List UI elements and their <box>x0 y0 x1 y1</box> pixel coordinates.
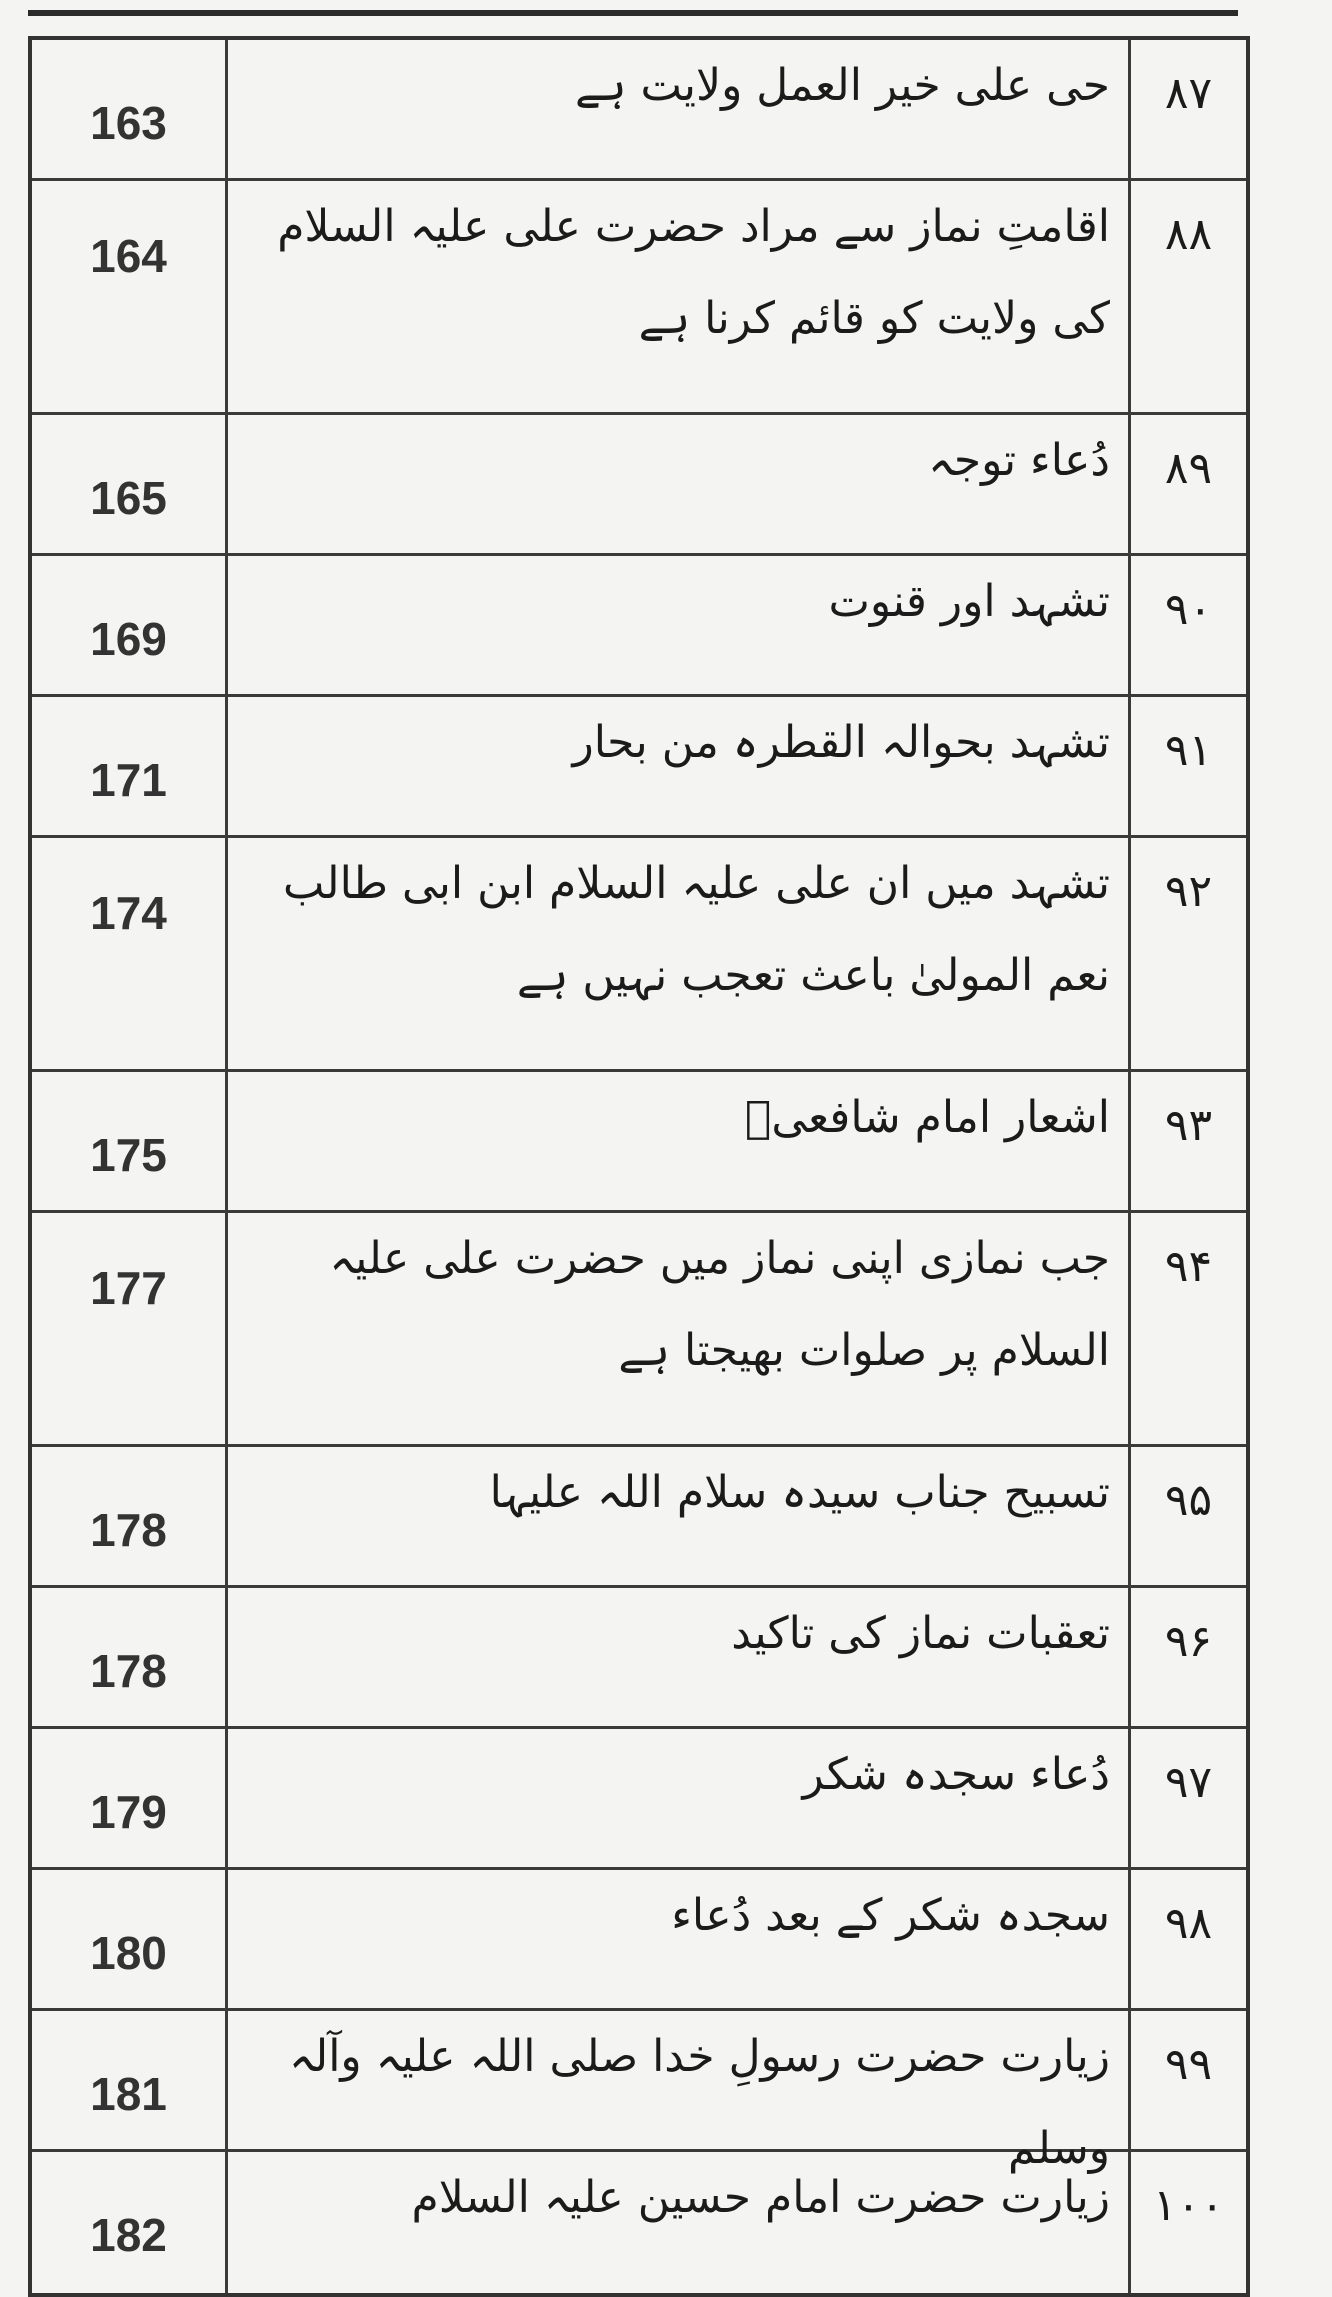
entry-number: ۹۱ <box>1128 697 1246 835</box>
entry-number: ۹۷ <box>1128 1729 1246 1867</box>
entry-number: ۸۹ <box>1128 415 1246 553</box>
entry-title: دُعاء سجدہ شکر <box>802 1749 1110 1800</box>
entry-title: حی علی خیر العمل ولایت ہے <box>574 60 1110 111</box>
page-number: 181 <box>32 2011 228 2149</box>
table-row <box>32 1729 1246 1870</box>
table-row <box>32 838 1246 1072</box>
entry-title: تشہد اور قنوت <box>828 576 1110 627</box>
table-row <box>32 2011 1246 2174</box>
entry-number: ۹۴ <box>1128 1213 1246 1444</box>
entry-title: اشعار امام شافعیؒ <box>745 1092 1110 1143</box>
table-row <box>32 556 1246 697</box>
entry-number: ۸۸ <box>1128 181 1246 412</box>
entry-title: تسبیح جناب سیدہ سلام اللہ علیہا <box>489 1467 1110 1518</box>
contents-table <box>28 36 1250 2297</box>
table-row <box>32 1213 1246 1447</box>
page-number: 182 <box>32 2152 228 2293</box>
entry-number: ۸۷ <box>1128 40 1246 178</box>
page-number: 164 <box>32 181 228 412</box>
page-number: 179 <box>32 1729 228 1867</box>
entry-title: سجدہ شکر کے بعد دُعاء <box>671 1890 1110 1941</box>
entry-number: ۹۶ <box>1128 1588 1246 1726</box>
page-number: 174 <box>32 838 228 1069</box>
table-row <box>32 697 1246 838</box>
entry-title: زیارت حضرت امام حسین علیہ السلام <box>411 2172 1110 2223</box>
entry-number: ۹۸ <box>1128 1870 1246 2008</box>
page-number: 163 <box>32 40 228 178</box>
entry-title: اقامتِ نماز سے مراد حضرت علی علیہ السلام کی ولایت کو قائم کرنا ہے <box>277 201 1110 344</box>
entry-title: جب نمازی اپنی نماز میں حضرت علی علیہ السلام پر صلوات بھیجتا ہے <box>329 1233 1110 1376</box>
entry-number: ۱۰۰ <box>1128 2152 1246 2293</box>
table-row <box>32 1072 1246 1213</box>
page-number: 177 <box>32 1213 228 1444</box>
page-number: 169 <box>32 556 228 694</box>
top-rule <box>28 10 1238 16</box>
entry-number: ۹۵ <box>1128 1447 1246 1585</box>
page-number: 180 <box>32 1870 228 2008</box>
table-row <box>32 181 1246 415</box>
entry-title: تشہد بحوالہ القطرہ من بحار <box>572 717 1110 768</box>
page-number: 165 <box>32 415 228 553</box>
page-number: 171 <box>32 697 228 835</box>
entry-title: تشہد میں ان علی علیہ السلام ابن ابی طالب نعم المولیٰ باعث تعجب نہیں ہے <box>282 858 1110 1001</box>
entry-number: ۹۳ <box>1128 1072 1246 1210</box>
page-number: 178 <box>32 1588 228 1726</box>
table-row <box>32 1588 1246 1729</box>
page-number: 178 <box>32 1447 228 1585</box>
table-row <box>32 1447 1246 1588</box>
page-number: 175 <box>32 1072 228 1210</box>
table-row <box>32 1870 1246 2011</box>
entry-title: تعقبات نماز کی تاکید <box>731 1608 1110 1659</box>
entry-number: ۹۰ <box>1128 556 1246 694</box>
table-row <box>32 40 1246 181</box>
entry-title: زیارت حضرت رسولِ خدا صلی اللہ علیہ وآلہ وسلم <box>289 2031 1110 2174</box>
entry-number: ۹۲ <box>1128 838 1246 1069</box>
table-row <box>32 415 1246 556</box>
entry-title: دُعاء توجہ <box>928 435 1110 486</box>
entry-number: ۹۹ <box>1128 2011 1246 2149</box>
table-row <box>32 2152 1246 2293</box>
